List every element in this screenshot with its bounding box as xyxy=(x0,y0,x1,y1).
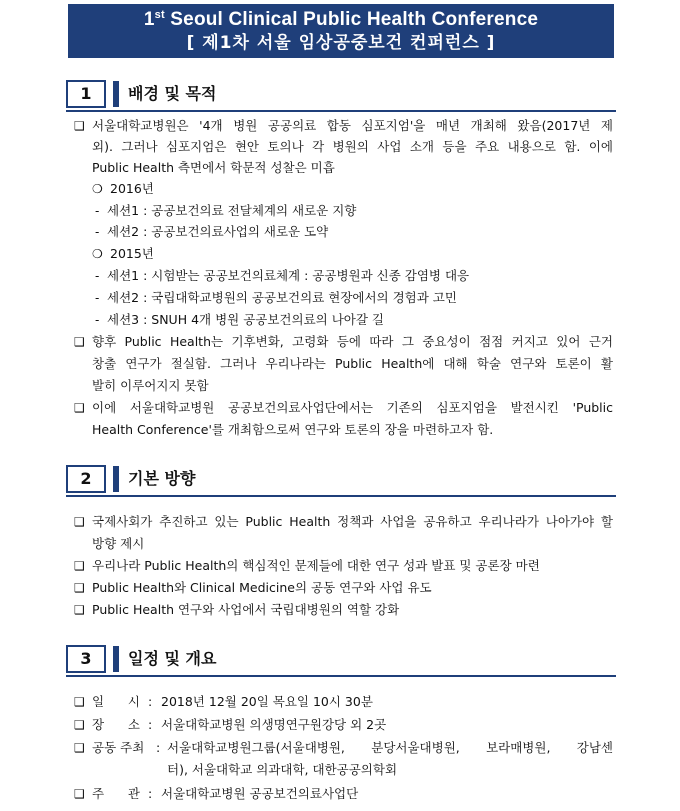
colon: : xyxy=(148,717,153,732)
text-line: 국제사회가 추진하고 있는 Public Health 정책과 사업을 공유하고 우리나라가 나아가야 할 xyxy=(92,514,613,529)
info-value-hosts: 서울대학교병원그룹(서울대병원, 분당서울대병원, 보라매병원, 강남센 xyxy=(167,740,613,755)
text-line: 외). 그러나 심포지엄은 현안 토의나 각 병원의 사업 소개 등을 주요 내용으로 함. 이에 xyxy=(92,139,613,154)
text-line: 향후 Public Health는 기후변화, 고령화 등에 따라 그 중요성이 점점 커지고 있어 근거 xyxy=(92,334,613,349)
section-accent-bar xyxy=(113,646,119,672)
title-korean: [ 제1차 서울 임상공중보건 컨퍼런스 ] xyxy=(186,33,496,53)
section-title: 기본 방향 xyxy=(128,469,196,488)
section-accent-bar xyxy=(113,81,119,107)
text-line: 이에 서울대학교병원 공공보건의료사업단에서는 기존의 심포지엄을 발전시킨 'Public xyxy=(92,400,613,415)
square-bullet-icon: ❑ xyxy=(74,559,85,573)
year-label: 2016년 xyxy=(110,181,154,196)
info-label-organizer: 주 관 xyxy=(92,786,140,801)
text-line: Public Health와 Clinical Medicine의 공동 연구와 사업 유도 xyxy=(92,580,432,595)
info-label-hosts: 공동 주최 xyxy=(92,740,145,755)
info-label-venue: 장 소 xyxy=(92,717,140,732)
colon: : xyxy=(148,694,153,709)
session-line: 세션2 : 국립대학교병원의 공공보건의료 현장에서의 경험과 고민 xyxy=(107,290,457,305)
square-bullet-icon: ❑ xyxy=(74,401,85,415)
section-2-header xyxy=(66,465,616,495)
dash-bullet-icon: - xyxy=(95,313,100,327)
section-number: 2 xyxy=(66,465,106,493)
info-value-hosts-cont: 터), 서울대학교 의과대학, 대한공공의학회 xyxy=(167,762,398,777)
text-line: Health Conference'를 개최함으로써 연구와 토론의 장을 마련하고자 함. xyxy=(92,422,494,437)
square-bullet-icon: ❑ xyxy=(74,119,85,133)
info-label-date: 일 시 xyxy=(92,694,140,709)
dash-bullet-icon: - xyxy=(95,291,100,305)
square-bullet-icon: ❑ xyxy=(74,741,85,755)
circle-bullet-icon: ❍ xyxy=(92,247,103,261)
square-bullet-icon: ❑ xyxy=(74,787,85,801)
title-english xyxy=(68,8,614,32)
section-1-header xyxy=(66,80,616,110)
session-line: 세션3 : SNUH 4개 병원 공공보건의료의 나아갈 길 xyxy=(107,312,384,327)
year-label: 2015년 xyxy=(110,246,154,261)
section-title: 배경 및 목적 xyxy=(128,84,217,103)
text-line: 우리나라 Public Health의 핵심적인 문제들에 대한 연구 성과 발표 및 공론장 마련 xyxy=(92,558,540,573)
title-ordinal: 1 xyxy=(143,9,155,30)
circle-bullet-icon: ❍ xyxy=(92,182,103,196)
section-number: 3 xyxy=(66,645,106,673)
section-3-header xyxy=(66,645,616,675)
section-divider xyxy=(66,495,616,497)
dash-bullet-icon: - xyxy=(95,269,100,283)
text-line: 발히 이루어지지 못함 xyxy=(92,378,209,393)
text-line: 서울대학교병원은 '4개 병원 공공의료 합동 심포지엄'을 매년 개최해 왔음(2017년 제 xyxy=(92,118,613,133)
session-line: 세션1 : 공공보건의료 전달체계의 새로운 지향 xyxy=(107,203,357,218)
session-line: 세션2 : 공공보건의료사업의 새로운 도약 xyxy=(107,224,329,239)
colon: : xyxy=(148,786,153,801)
square-bullet-icon: ❑ xyxy=(74,718,85,732)
info-value-organizer: 서울대학교병원 공공보건의료사업단 xyxy=(161,786,359,801)
section-number: 1 xyxy=(66,80,106,108)
colon: : xyxy=(156,740,161,755)
square-bullet-icon: ❑ xyxy=(74,581,85,595)
conference-title-banner xyxy=(68,4,614,58)
square-bullet-icon: ❑ xyxy=(74,515,85,529)
info-value-venue: 서울대학교병원 의생명연구원강당 외 2곳 xyxy=(161,717,387,732)
text-line: 방향 제시 xyxy=(92,536,145,551)
square-bullet-icon: ❑ xyxy=(74,335,85,349)
section-divider xyxy=(66,110,616,112)
square-bullet-icon: ❑ xyxy=(74,603,85,617)
section-accent-bar xyxy=(113,466,119,492)
square-bullet-icon: ❑ xyxy=(74,695,85,709)
text-line: 창출 연구가 절실함. 그러나 우리나라는 Public Health에 대해 학술 연구와 토론이 활 xyxy=(92,356,613,371)
section-divider xyxy=(66,675,616,677)
title-ordinal-suffix: st xyxy=(154,9,165,21)
info-value-date: 2018년 12월 20일 목요일 10시 30분 xyxy=(161,694,373,709)
title-english-text: Seoul Clinical Public Health Conference xyxy=(164,9,539,30)
dash-bullet-icon: - xyxy=(95,225,100,239)
section-title: 일정 및 개요 xyxy=(128,649,217,668)
text-line: Public Health 측면에서 학문적 성찰은 미흡 xyxy=(92,160,335,175)
session-line: 세션1 : 시험받는 공공보건의료체계 : 공공병원과 신종 감염병 대응 xyxy=(107,268,470,283)
text-line: Public Health 연구와 사업에서 국립대병원의 역할 강화 xyxy=(92,602,400,617)
dash-bullet-icon: - xyxy=(95,204,100,218)
